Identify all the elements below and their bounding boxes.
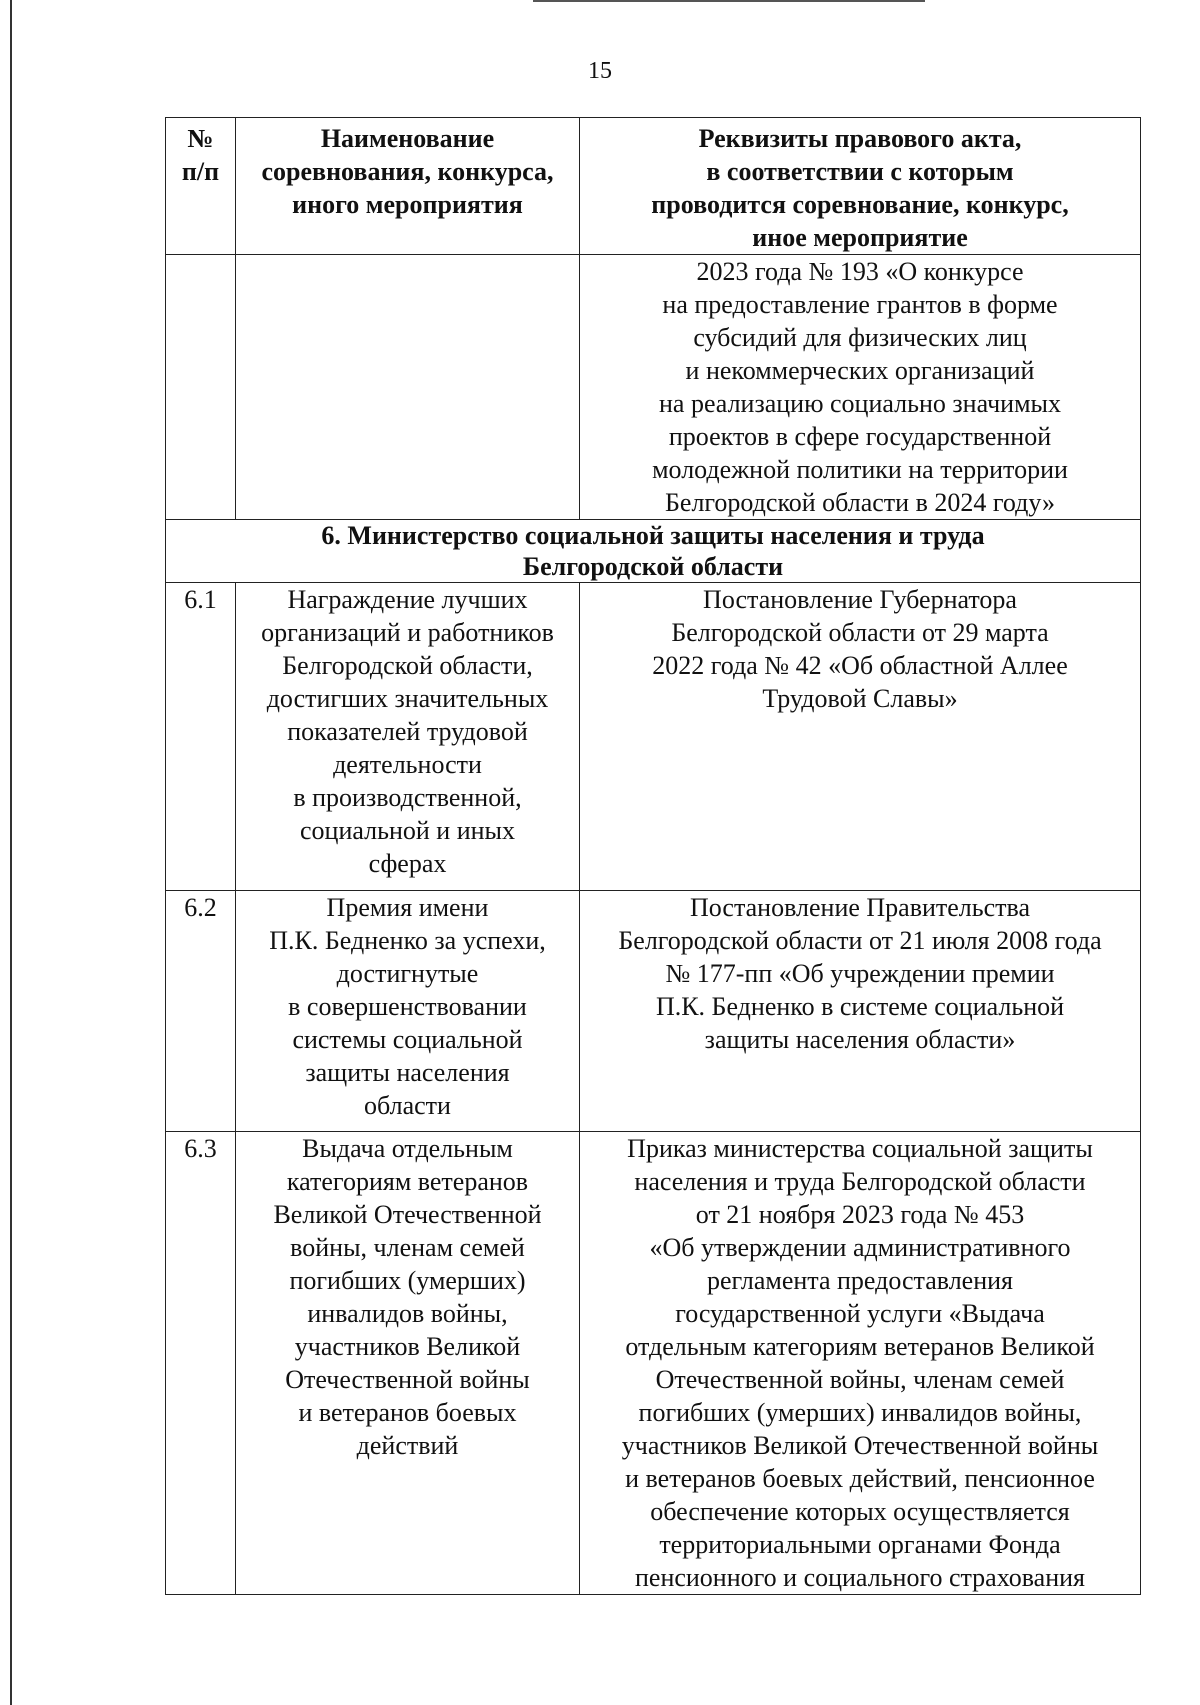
top-border-line [533, 0, 925, 2]
events-table [165, 117, 1141, 1595]
left-scan-edge [10, 0, 12, 1705]
row-name: Выдача отдельным категориям ветеранов Великой Отечественной войны, членам семей погибших (умерших) инвалидов войны, участников Великой Отечественной войны и ветеранов боевых действий [236, 1132, 580, 1595]
row-number: 6.1 [166, 583, 236, 891]
table-row [166, 583, 1141, 891]
row-number: 6.2 [166, 891, 236, 1132]
row-number: 6.3 [166, 1132, 236, 1595]
section-title: 6. Министерство социальной защиты населения и труда Белгородской области [166, 520, 1141, 583]
page-number: 15 [588, 58, 612, 84]
header-name-cell: Наименование соревнования, конкурса, иного мероприятия [236, 118, 580, 255]
table-row [166, 891, 1141, 1132]
row-name: Премия имени П.К. Бедненко за успехи, достигнутые в совершенствовании системы социальной защиты населения области [236, 891, 580, 1132]
section-row [166, 520, 1141, 583]
continuation-act-cell: 2023 года № 193 «О конкурсе на предоставление грантов в форме субсидий для физических лиц и некоммерческих организаций на реализацию социально значимых проектов в сфере государственной молодежной политики на территории Белгородской области в 2024 году» [580, 255, 1141, 520]
header-act-cell: Реквизиты правового акта, в соответствии с которым проводится соревнование, конкурс, иное мероприятие [580, 118, 1141, 255]
continuation-name-cell [236, 255, 580, 520]
row-act: Постановление Губернатора Белгородской области от 29 марта 2022 года № 42 «Об областной Аллее Трудовой Славы» [580, 583, 1141, 891]
header-number-cell: № п/п [166, 118, 236, 255]
continuation-number-cell [166, 255, 236, 520]
continuation-row [166, 255, 1141, 520]
row-act: Постановление Правительства Белгородской области от 21 июля 2008 года № 177-пп «Об учреждении премии П.К. Бедненко в системе социальной защиты населения области» [580, 891, 1141, 1132]
table-row [166, 1132, 1141, 1595]
table-header-row [166, 118, 1141, 255]
row-name: Награждение лучших организаций и работников Белгородской области, достигших значительных показателей трудовой деятельности в производственной, социальной и иных сферах [236, 583, 580, 891]
row-act: Приказ министерства социальной защиты населения и труда Белгородской области от 21 ноября 2023 года № 453 «Об утверждении административного регламента предоставления государственной услуги «Выдача отдельным категориям ветеранов Великой Отечественной войны, членам семей погибших (умерших) инвалидов войны, участников Великой Отечественной войны и ветеранов боевых действий, пенсионное обеспечение которых осуществляется территориальными органами Фонда пенсионного и социального страхования [580, 1132, 1141, 1595]
